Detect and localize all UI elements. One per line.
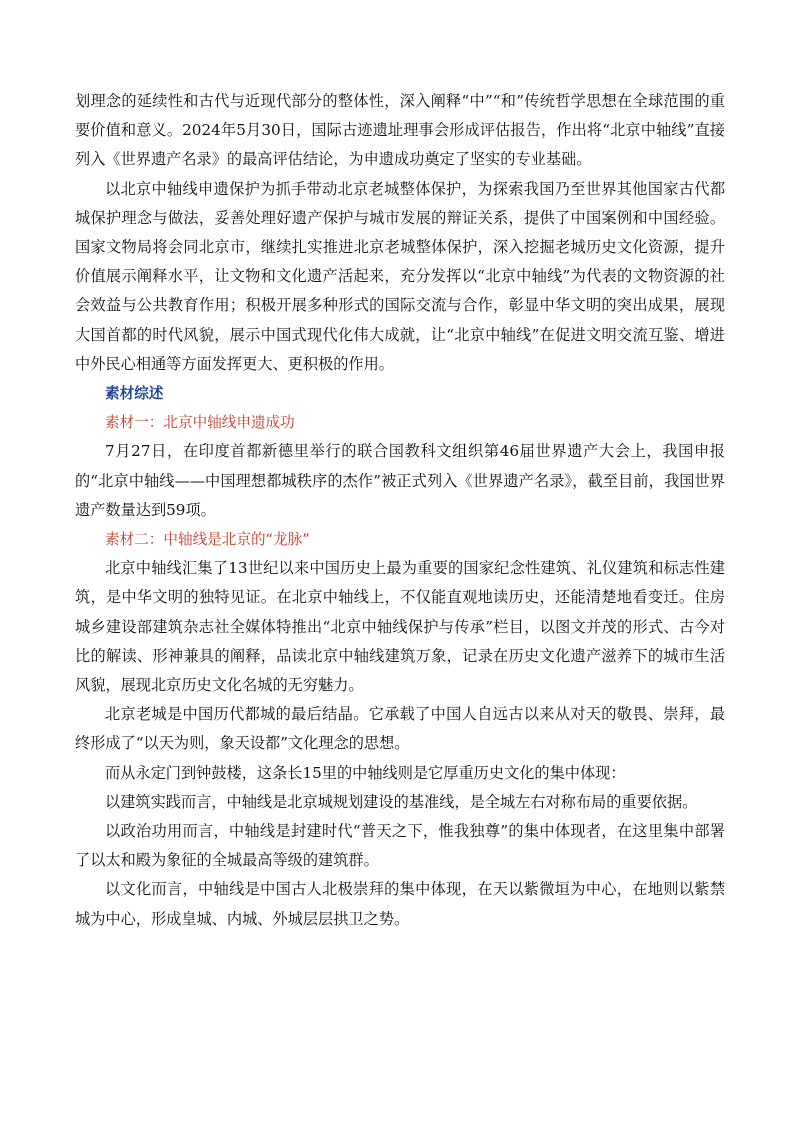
material2-paragraph-5: 以政治功用而言，中轴线是封建时代“普天之下，惟我独尊”的集中体现者，在这里集中部署了以太和殿为象征的全城最高等级的建筑群。 bbox=[75, 822, 725, 870]
material1-paragraph: 7月27日，在印度首都新德里举行的联合国教科文组织第46届世界遗产大会上，我国申报的“北京中轴线——中国理想都城秩序的杰作”被正式列入《世界遗产名录》，截至目前，我国世界遗产数量达到59项。 bbox=[75, 442, 725, 519]
paragraph-intro-continued: 划理念的延续性和古代与近现代部分的整体性，深入阐释“中”“和”传统哲学思想在全球范围的重要价值和意义。2024年5月30日，国际古迹遗址理事会形成评估报告，作出将“北京中轴线”直接列入《世界遗产名录》的最高评估结论，为申遗成功奠定了坚实的专业基础。 bbox=[75, 92, 725, 169]
material2-paragraph-4: 以建筑实践而言，中轴线是北京城规划建设的基准线，是全城左右对称布局的重要依据。 bbox=[105, 792, 698, 811]
material2-paragraph-1: 北京中轴线汇集了13世纪以来中国历史上最为重要的国家纪念性建筑、礼仪建筑和标志性建筑，是中华文明的独特见证。在北京中轴线上，不仅能直观地读历史，还能清楚地看变迁。住房城乡建设部建筑杂志社全媒体特推出“北京中轴线保护与传承”栏目，以图文并茂的形式、古今对比的解读、形神兼具的阐释，品读北京中轴线建筑万象，记录在历史文化遗产滋养下的城市生活风貌，展现北京历史文化名城的无穷魅力。 bbox=[75, 559, 725, 695]
material2-paragraph-6: 以文化而言，中轴线是中国古人北极崇拜的集中体现，在天以紫微垣为中心，在地则以紫禁城为中心，形成皇城、内城、外城层层拱卫之势。 bbox=[75, 880, 725, 928]
section-heading: 素材综述 bbox=[105, 385, 164, 403]
material2-title: 素材二：中轴线是北京的“龙脉” bbox=[105, 531, 310, 549]
material1-title: 素材一：北京中轴线申遗成功 bbox=[105, 414, 295, 432]
document-page bbox=[75, 87, 725, 934]
paragraph-protection: 以北京中轴线申遗保护为抓手带动北京老城整体保护，为探索我国乃至世界其他国家古代都城保护理念与做法，妥善处理好遗产保护与城市发展的辩证关系，提供了中国案例和中国经验。国家文物局将会同北京市，继续扎实推进北京老城整体保护，深入挖掘老城历史文化资源，提升价值展示阐释水平，让文物和文化遗产活起来，充分发挥以“北京中轴线”为代表的文物资源的社会效益与公共教育作用；积极开展多种形式的国际交流与合作，彰显中华文明的突出成果，展现大国首都的时代风貌，展示中国式现代化伟大成就，让“北京中轴线”在促进文明交流互鉴、增进中外民心相通等方面发挥更大、更积极的作用。 bbox=[75, 179, 725, 373]
material2-paragraph-3: 而从永定门到钟鼓楼，这条长15里的中轴线则是它厚重历史文化的集中体现： bbox=[105, 763, 626, 782]
material2-paragraph-2: 北京老城是中国历代都城的最后结晶。它承载了中国人自远古以来从对天的敬畏、崇拜，最终形成了“以天为则，象天设都”文化理念的思想。 bbox=[75, 705, 725, 753]
